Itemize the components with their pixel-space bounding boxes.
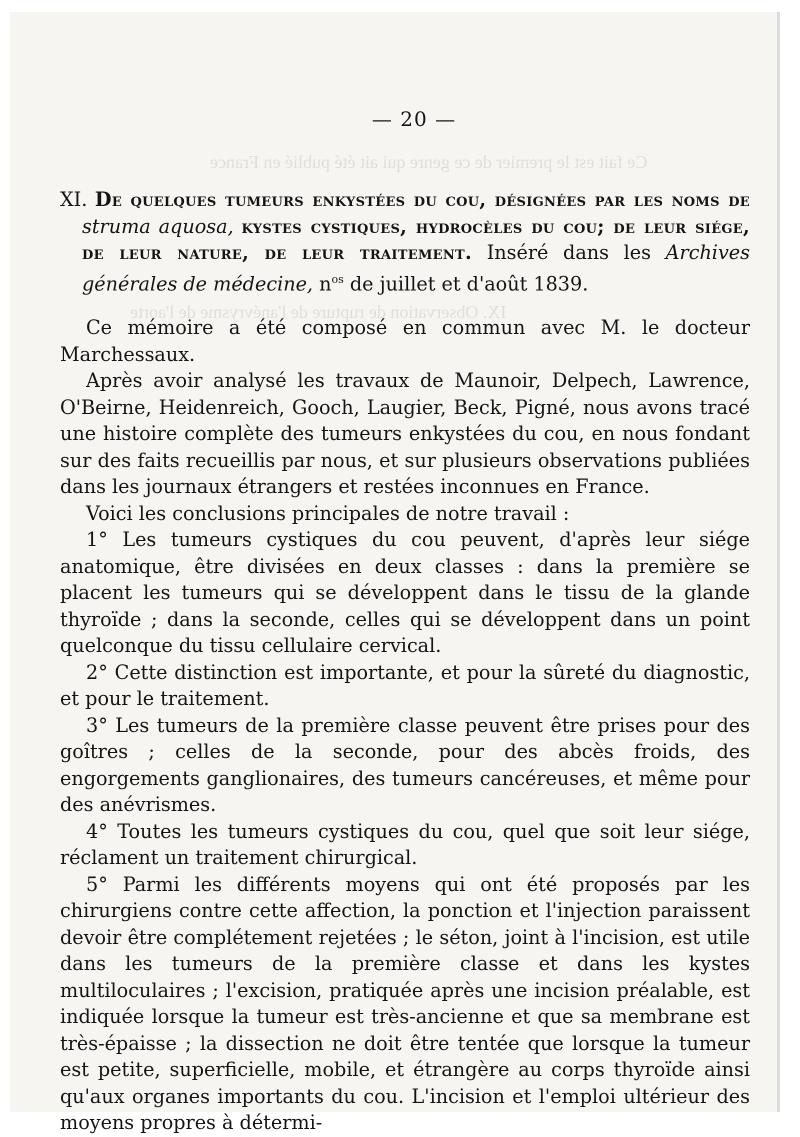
page-content <box>60 107 750 1137</box>
bleed-through-text: IX. Observation de rupture de l'anévrysme de l'aorte <box>130 302 507 322</box>
document-page <box>10 12 780 1135</box>
paragraph: Voici les conclusions principales de notre travail : <box>86 501 570 525</box>
conclusion-item: 1° Les tumeurs cystiques du cou peuvent, d'après leur siége anatomique, être divisées en deux classes : dans la première se placent les tumeurs qui se développent dans le tissu de la glande thyroïde ; dans la seconde, celles qui se développent dans un point quelconque du tissu cellulaire cervical. <box>60 528 750 658</box>
entry-title: De quelques tumeurs enkystées du cou, désignées par les noms de <box>94 188 750 211</box>
paragraph: Ce mémoire a été composé en commun avec M. le docteur Marchessaux. <box>60 316 750 366</box>
bleed-through-text: Ce fait est le premier de ce genre qui ait été publié en France <box>210 152 648 172</box>
paragraph: Après avoir analysé les travaux de Maunoir, Delpech, Lawrence, O'Beirne, Heidenreich, Gooch, Laugier, Beck, Pigné, nous avons tracé une histoire complète des tumeurs enkystées du cou, en nous fondant sur des faits recueillis par nous, et sur plusieurs observations publiées dans les journaux étrangers et restées inconnues en France. <box>60 369 750 499</box>
issue-label-sup: os <box>331 272 344 286</box>
conclusion-item: 5° Parmi les différents moyens qui ont été proposés par les chirurgiens contre cette affection, la ponction et l'injection paraissent devoir être complétement rejetées ; le séton, joint à l'incision, est utile dans les tumeurs de la première classe et dans les kystes multiloculaires ; l'excision, pratiquée après une incision préalable, est indiquée lorsque la tumeur est très-ancienne et que sa membrane est très-épaisse ; la dissection ne doit être tentée que lorsque la tumeur est petite, superficielle, mobile, et étrangère au corps thyroïde ainsi qu'aux organes importants du cou. L'incision et l'emploi ultérieur des moyens propres à détermi- <box>60 872 750 1135</box>
conclusion-item: 3° Les tumeurs de la première classe peuvent être prises pour des goîtres ; celles de la seconde, pour des abcès froids, des engorgements ganglionaires, des tumeurs cancéreuses, et même pour des anévrismes. <box>60 713 750 817</box>
entry-title-rest: kystes cystiques, hydrocèles du cou; de leur siége, de leur nature, de leur traitement. <box>82 214 750 264</box>
conclusion-item: 2° Cette distinction est importante, et pour la sûreté du diagnostic, et pour le traitement. <box>60 660 750 711</box>
conclusion-item: 4° Toutes les tumeurs cystiques du cou, quel que soit leur siége, réclament un traitement chirurgical. <box>60 819 750 870</box>
entry-number: XI. <box>60 188 88 211</box>
issue-label: n <box>319 271 332 295</box>
publication-date: de juillet et d'août 1839. <box>349 271 589 295</box>
publication-text: Inséré dans les <box>486 241 651 264</box>
page-number: — 20 — <box>371 107 457 131</box>
entry-title-latin: struma aquosa, <box>82 214 234 238</box>
bibliography-entry <box>60 187 750 297</box>
journal-name: Archives générales de médecine, <box>82 241 750 295</box>
